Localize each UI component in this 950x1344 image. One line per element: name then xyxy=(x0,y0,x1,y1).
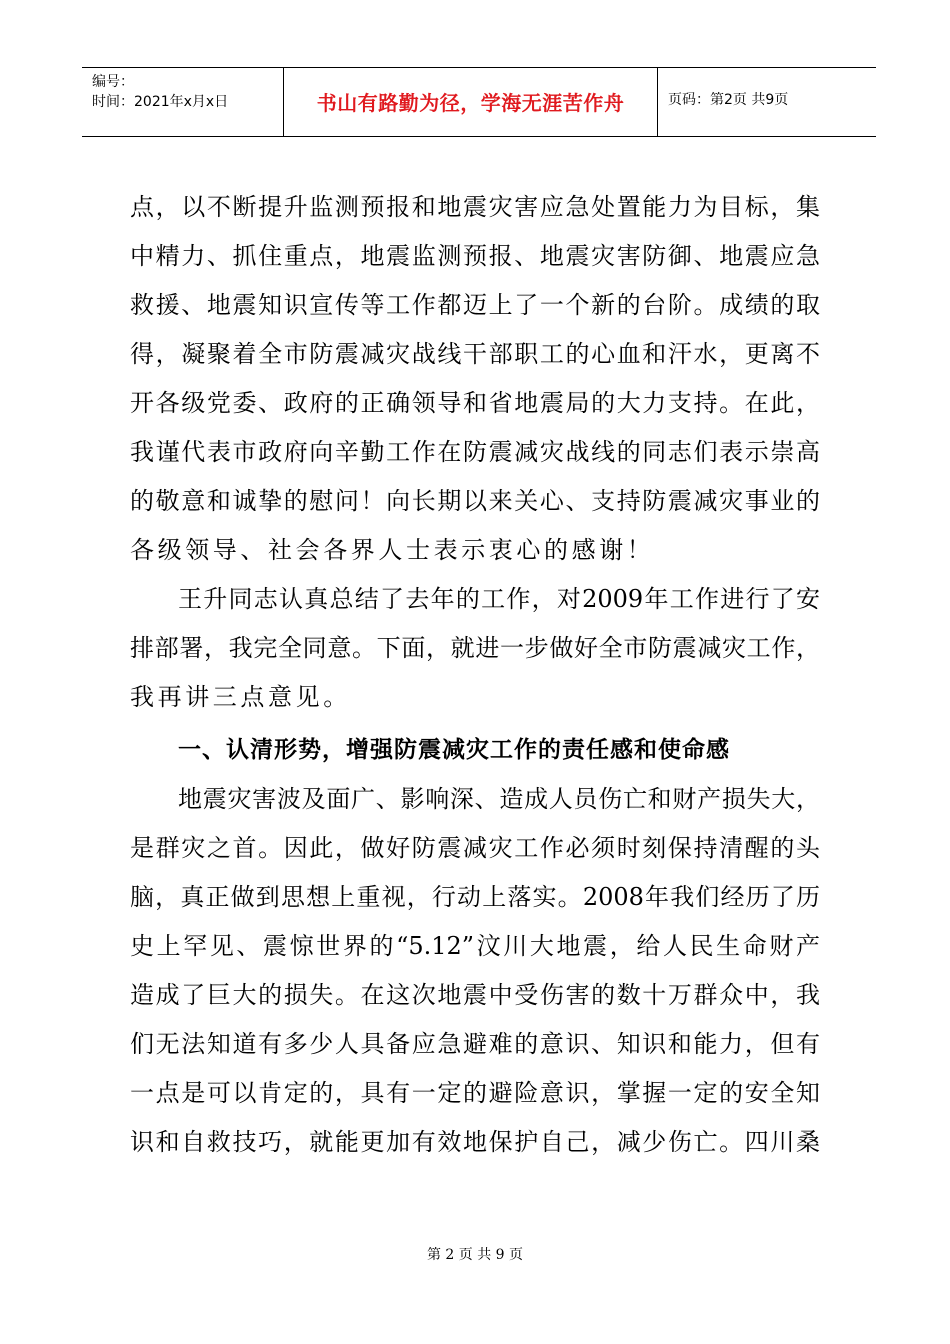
body-line: 脑，真正做到思想上重视，行动上落实。2008年我们经历了历 xyxy=(130,883,820,911)
body-line: 我再讲三点意见。 xyxy=(130,683,351,711)
body-line: 的敬意和诚挚的慰问！向长期以来关心、支持防震减灾事业的 xyxy=(130,487,820,515)
body-line: 地震灾害波及面广、影响深、造成人员伤亡和财产损失大， xyxy=(178,785,820,813)
body-line: 一点是可以肯定的，具有一定的避险意识，掌握一定的安全知 xyxy=(130,1079,820,1107)
body-line: 点，以不断提升监测预报和地震灾害应急处置能力为目标，集 xyxy=(130,193,820,221)
document-body xyxy=(130,183,820,1167)
body-line: 开各级党委、政府的正确领导和省地震局的大力支持。在此， xyxy=(130,389,820,417)
header-meta-cell xyxy=(82,68,284,136)
section-heading: 一、认清形势，增强防震减灾工作的责任感和使命感 xyxy=(178,737,730,763)
body-line: 史上罕见、震惊世界的“5.12”汶川大地震，给人民生命财产 xyxy=(130,932,820,960)
header-motto: 书山有路勤为径，学海无涯苦作舟 xyxy=(284,68,658,136)
page-footer: 第 2 页 共 9 页 xyxy=(426,1247,524,1263)
document-number-label: 编号： xyxy=(92,74,134,90)
body-line: 我谨代表市政府向辛勤工作在防震减灾战线的同志们表示崇高 xyxy=(130,438,820,466)
body-line: 中精力、抓住重点，地震监测预报、地震灾害防御、地震应急 xyxy=(130,242,820,270)
body-line: 排部署，我完全同意。下面，就进一步做好全市防震减灾工作， xyxy=(130,634,820,662)
header-page-info: 页码：第2页 共9页 xyxy=(668,92,789,108)
document-date-label: 时间：2021年x月x日 xyxy=(92,94,229,110)
body-line: 各级领导、社会各界人士表示衷心的感谢！ xyxy=(130,536,655,564)
body-line: 造成了巨大的损失。在这次地震中受伤害的数十万群众中，我 xyxy=(130,981,820,1009)
body-line: 是群灾之首。因此，做好防震减灾工作必须时刻保持清醒的头 xyxy=(130,834,820,862)
body-line: 识和自救技巧，就能更加有效地保护自己，减少伤亡。四川桑 xyxy=(130,1128,820,1156)
page-header xyxy=(82,67,876,137)
body-line: 得，凝聚着全市防震减灾战线干部职工的心血和汗水，更离不 xyxy=(130,340,820,368)
body-line: 们无法知道有多少人具备应急避难的意识、知识和能力，但有 xyxy=(130,1030,820,1058)
body-line: 救援、地震知识宣传等工作都迈上了一个新的台阶。成绩的取 xyxy=(130,291,820,319)
body-line: 王升同志认真总结了去年的工作，对2009年工作进行了安 xyxy=(178,585,820,613)
